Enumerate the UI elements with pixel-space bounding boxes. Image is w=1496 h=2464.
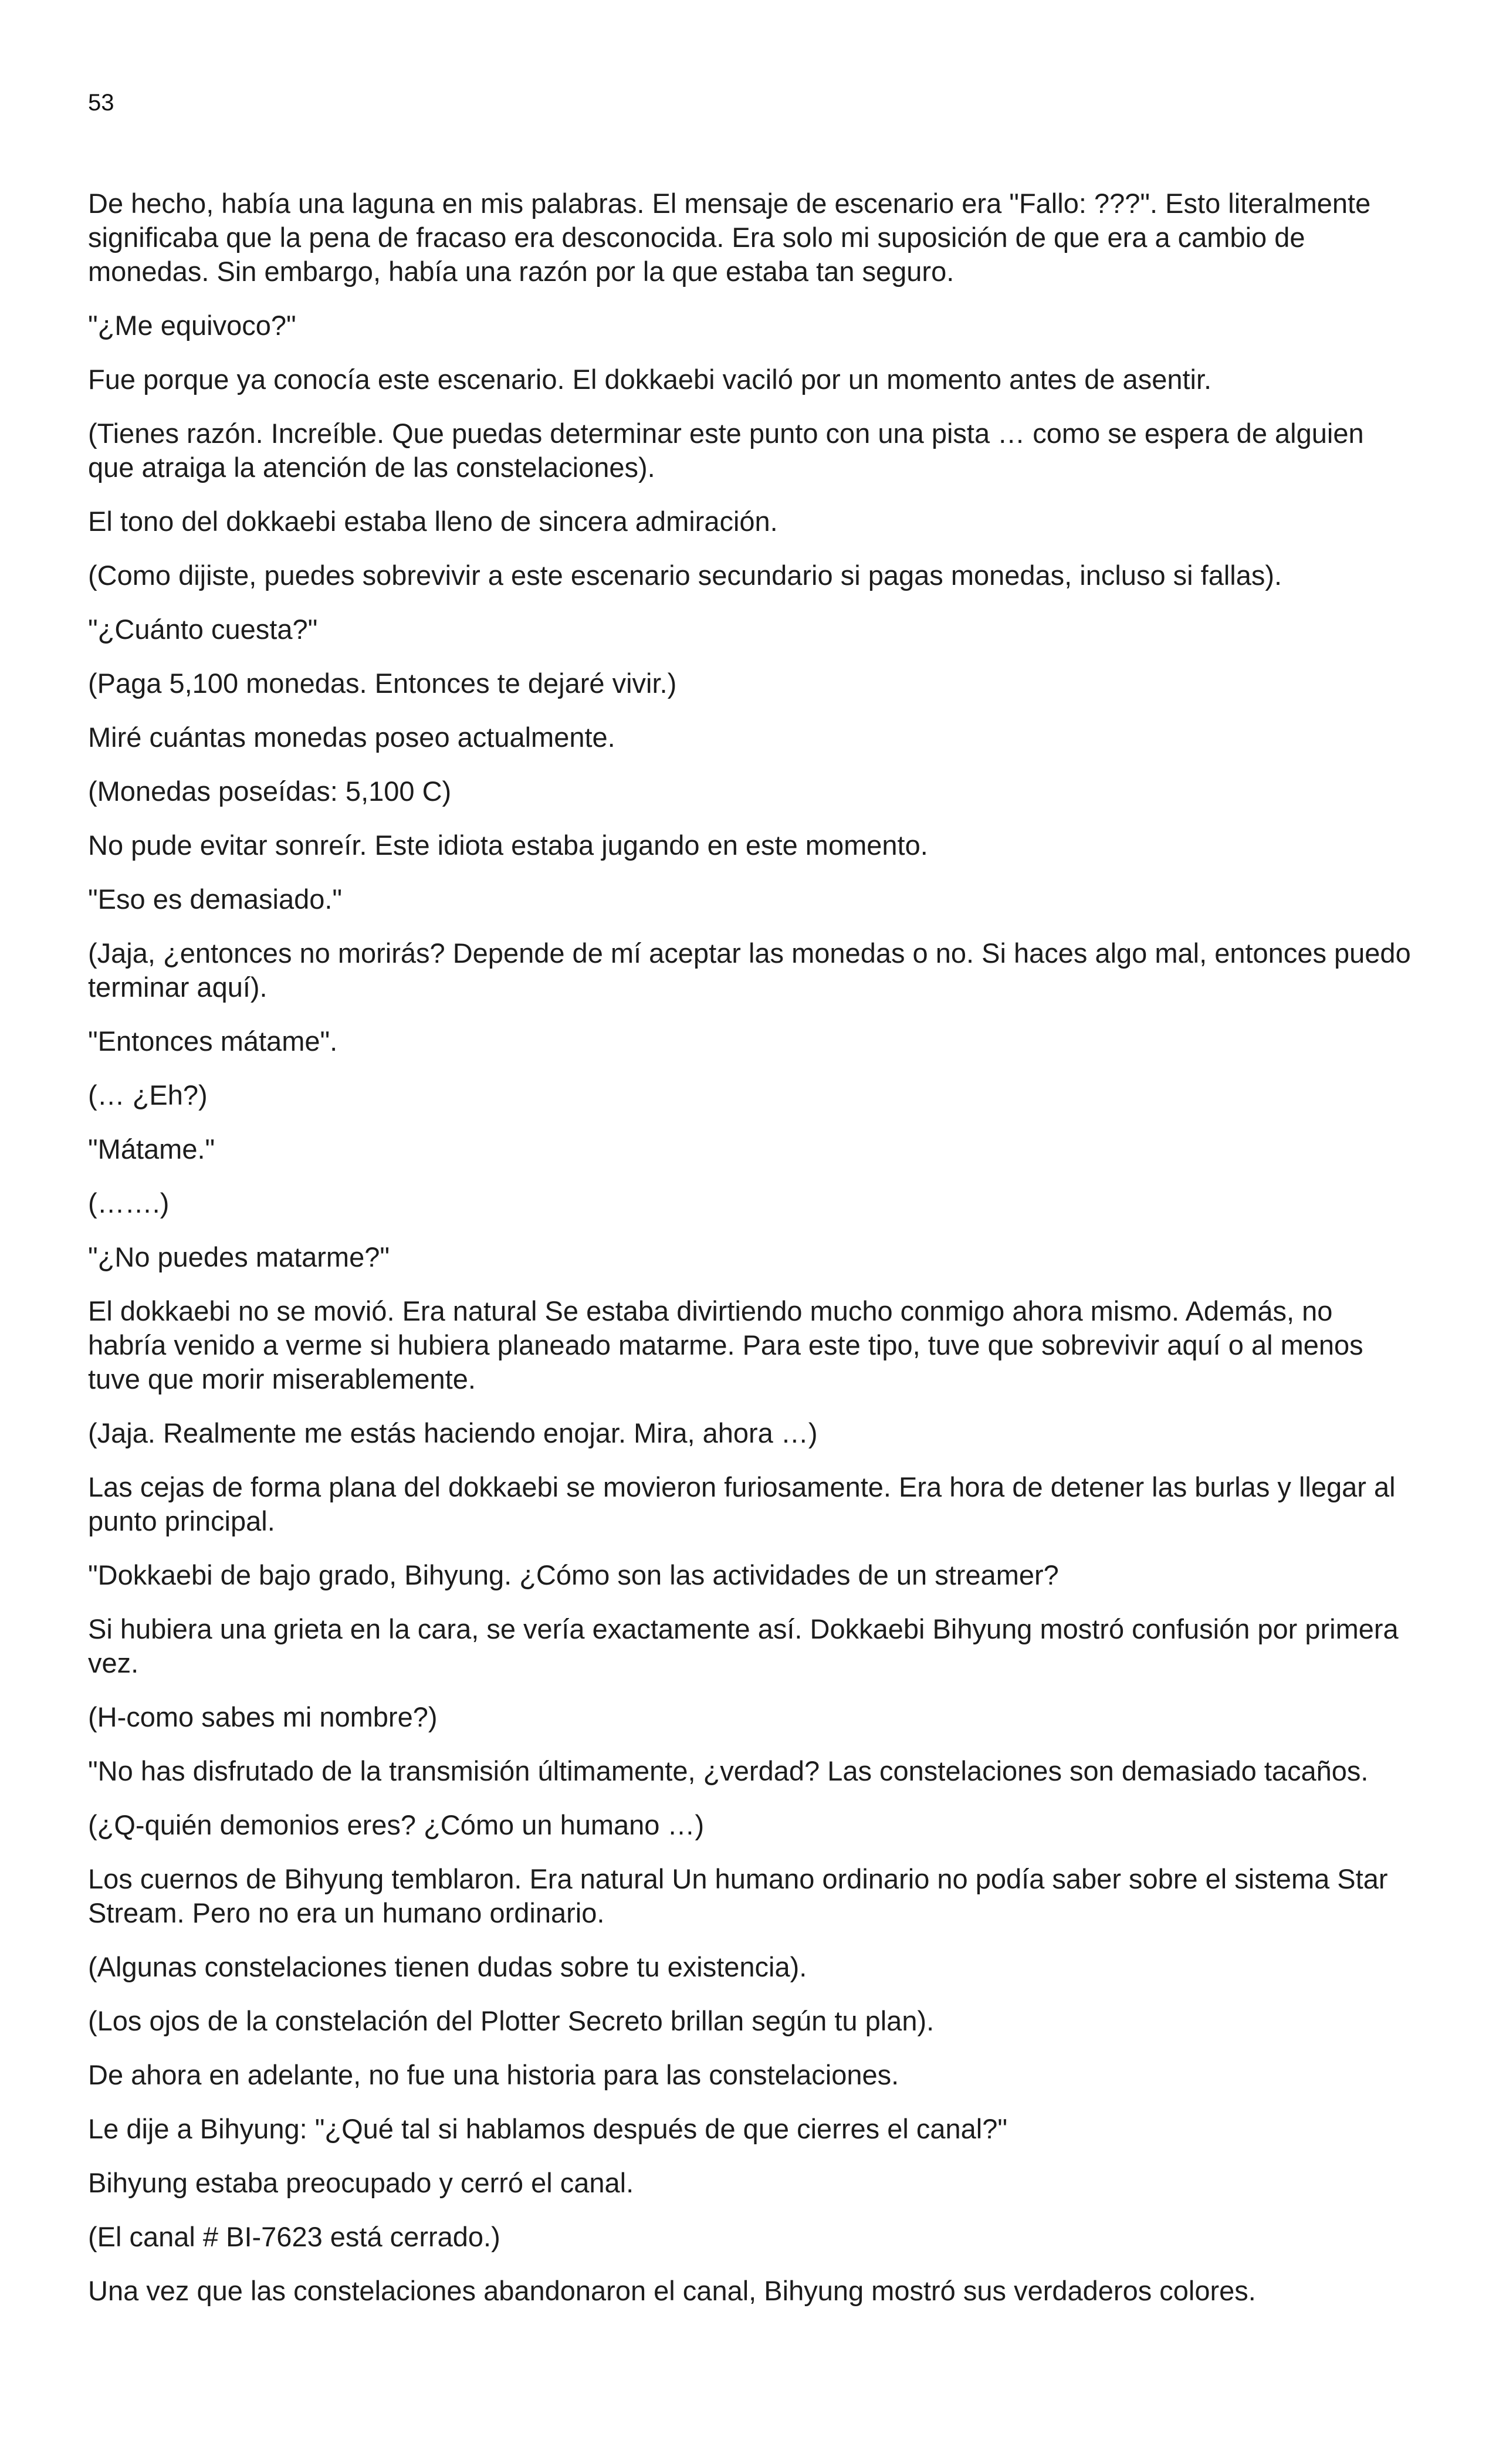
paragraph: (Paga 5,100 monedas. Entonces te dejaré vivir.) [88, 668, 677, 699]
paragraph: "¿Cuánto cuesta?" [88, 614, 318, 645]
paragraph: Si hubiera una grieta en la cara, se vería exactamente así. Dokkaebi Bihyung mostró confusión por primera vez. [88, 1613, 1399, 1678]
paragraph: (¿Q-quién demonios eres? ¿Cómo un humano …) [88, 1809, 705, 1840]
paragraph: Le dije a Bihyung: "¿Qué tal si hablamos después de que cierres el canal?" [88, 2113, 1008, 2144]
paragraph: Una vez que las constelaciones abandonaron el canal, Bihyung mostró sus verdaderos colores. [88, 2275, 1256, 2306]
paragraph: Los cuernos de Bihyung temblaron. Era natural Un humano ordinario no podía saber sobre el sistema Star Stream. Pero no era un humano ordinario. [88, 1863, 1388, 1928]
paragraph: "Entonces mátame". [88, 1025, 338, 1057]
paragraph: (Jaja. Realmente me estás haciendo enojar. Mira, ahora …) [88, 1417, 818, 1448]
paragraph: (Como dijiste, puedes sobrevivir a este escenario secundario si pagas monedas, incluso si fallas). [88, 560, 1282, 591]
paragraph: Miré cuántas monedas poseo actualmente. [88, 722, 615, 753]
paragraph: (Algunas constelaciones tienen dudas sobre tu existencia). [88, 1951, 807, 1982]
paragraph: De ahora en adelante, no fue una historia para las constelaciones. [88, 2059, 899, 2090]
paragraph: Las cejas de forma plana del dokkaebi se movieron furiosamente. Era hora de detener las burlas y llegar al punto principal. [88, 1471, 1396, 1536]
paragraph: (… ¿Eh?) [88, 1079, 208, 1111]
paragraph: "¿No puedes matarme?" [88, 1241, 390, 1272]
paragraph: Fue porque ya conocía este escenario. El dokkaebi vaciló por un momento antes de asentir. [88, 364, 1212, 395]
paragraph: No pude evitar sonreír. Este idiota estaba jugando en este momento. [88, 830, 928, 861]
paragraph: De hecho, había una laguna en mis palabras. El mensaje de escenario era "Fallo: ???". Esto literalmente significaba que la pena de fracaso era desconocida. Era solo mi suposición de que era a cambio de monedas. Sin embargo, había una razón por la que estaba tan seguro. [88, 188, 1371, 287]
paragraph: "Eso es demasiado." [88, 884, 343, 915]
page-body [88, 187, 1414, 2328]
paragraph: El dokkaebi no se movió. Era natural Se estaba divirtiendo mucho conmigo ahora mismo. Además, no habría venido a verme si hubiera planeado matarme. Para este tipo, tuve que sobrevivir aquí o al menos tuve que morir miserablemente. [88, 1295, 1363, 1395]
paragraph: "Dokkaebi de bajo grado, Bihyung. ¿Cómo son las actividades de un streamer? [88, 1559, 1059, 1590]
paragraph: (…….) [88, 1187, 170, 1219]
paragraph: "No has disfrutado de la transmisión últimamente, ¿verdad? Las constelaciones son demasiado tacaños. [88, 1755, 1369, 1786]
paragraph: (Tienes razón. Increíble. Que puedas determinar este punto con una pista … como se espera de alguien que atraiga la atención de las constelaciones). [88, 418, 1364, 483]
paragraph: (Los ojos de la constelación del Plotter Secreto brillan según tu plan). [88, 2005, 935, 2036]
paragraph: (H-como sabes mi nombre?) [88, 1701, 438, 1732]
paragraph: "Mátame." [88, 1133, 215, 1165]
paragraph: El tono del dokkaebi estaba lleno de sincera admiración. [88, 506, 778, 537]
paragraph: (El canal # BI-7623 está cerrado.) [88, 2221, 500, 2252]
paragraph: (Jaja, ¿entonces no morirás? Depende de mí aceptar las monedas o no. Si haces algo mal, entonces puedo terminar aquí). [88, 937, 1411, 1003]
paragraph: (Monedas poseídas: 5,100 C) [88, 776, 452, 807]
paragraph: "¿Me equivoco?" [88, 310, 296, 341]
paragraph: Bihyung estaba preocupado y cerró el canal. [88, 2167, 634, 2198]
page-number: 53 [88, 90, 114, 116]
